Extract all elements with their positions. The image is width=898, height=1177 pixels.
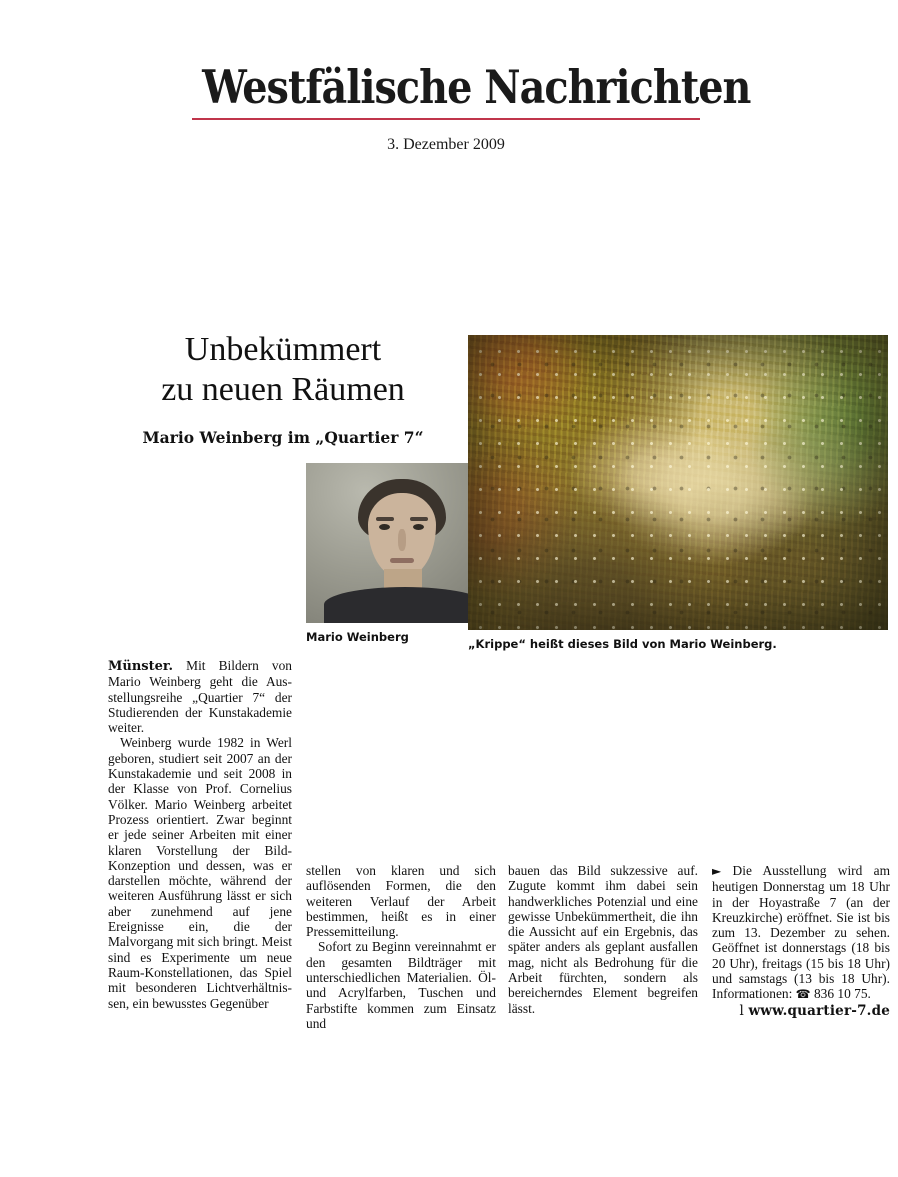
headline-line-1: Unbekümmert xyxy=(184,331,382,368)
body-column-2 xyxy=(306,863,496,1031)
issue-date: 3. Dezember 2009 xyxy=(387,136,505,153)
telephone-icon: ☎ xyxy=(795,987,811,1002)
painting-caption: „Krippe“ heißt dieses Bild von Mario Weinberg. xyxy=(468,637,777,651)
column-2-paragraph-2: Sofort zu Beginn vereinnahmt er den gesamten Bildträger mit unterschiedlichen Materialien. Öl- und Acrylfarben, Tuschen und Farbstifte kommen zum Einsatz und xyxy=(306,939,496,1031)
website-link[interactable] xyxy=(712,1004,890,1019)
column-1-paragraph-1: Mit Bildern von Mario Weinberg geht die Ausstellungsreihe „Quartier 7“ der Studierenden der Kunstakademie weiter. xyxy=(108,658,292,736)
body-column-4 xyxy=(712,863,890,1019)
masthead xyxy=(192,60,751,154)
column-4-info-text: Die Ausstellung wird am heutigen Donnerstag um 18 Uhr in der Hoyastraße 7 (an der Kreuzkirche) eröffnet. Sie ist bis zum 13. Dezember zu sehen. Geöffnet ist donnerstags (18 bis 20 Uhr), freitags (15 bis 18 Uhr) und samstags (13 bis 18 Uhr). Informationen: xyxy=(712,863,890,1002)
masthead-divider xyxy=(192,118,700,120)
headline-block xyxy=(108,330,458,447)
portrait-caption: Mario Weinberg xyxy=(306,630,409,644)
painting-photo xyxy=(468,335,888,630)
column-3-paragraph-1: bauen das Bild sukzessive auf. Zugute kommt ihm dabei sein handwerkliches Potenzial und eine gewisse Unbekümmertheit, die ihn die Aussicht auf ein Ergebnis, das später anders als geplant ausfallen mag, nicht als Bedrohung für die Arbeit fürchten, sondern als bereicherndes Element begreifen lässt. xyxy=(508,863,698,1016)
weblink-url: www.quartier-7.de xyxy=(748,1002,890,1019)
article-subheadline: Mario Weinberg im „Quartier 7“ xyxy=(142,428,424,447)
newspaper-title: Westfälische Nachrichten xyxy=(202,60,751,114)
weblink-bar: l xyxy=(739,1002,749,1019)
column-1-paragraph-2: Weinberg wurde 1982 in Werl geboren, studiert seit 2007 an der Kunstakademie und seit 2008 in der Klasse von Prof. Cornelius Völker. Mario Weinberg arbeitet Prozess orientiert. Zwar beginnt er jede seiner Arbeiten mit einer klaren Vorstellung der Bild-Konzeption und dessen, was er darstellen möchte, während der weiteren Ausführung lässt er sich aber zunehmend auf jene Ereignisse ein, die der Malvorgang mit sich bringt. Meist sind es Experimente um neue Raum-Konstellationen, das Spiel mit besonderen Lichtverhältnissen, ein bewusstes Gegenüber xyxy=(108,735,292,1011)
dateline: Münster. xyxy=(108,659,174,674)
bullet-arrow-icon: ► xyxy=(712,864,722,878)
painting-figure xyxy=(468,335,888,651)
headline-line-2: zu neuen Räumen xyxy=(161,371,405,408)
body-column-3 xyxy=(508,863,698,1016)
column-2-paragraph-1: stellen von klaren und sich auflösenden Formen, die den weiteren Verlauf der Arbeit bestimmen, heißt es in einer Pressemitteilung. xyxy=(306,863,496,940)
body-column-1 xyxy=(108,658,292,1011)
phone-number: 836 10 75. xyxy=(810,986,871,1002)
